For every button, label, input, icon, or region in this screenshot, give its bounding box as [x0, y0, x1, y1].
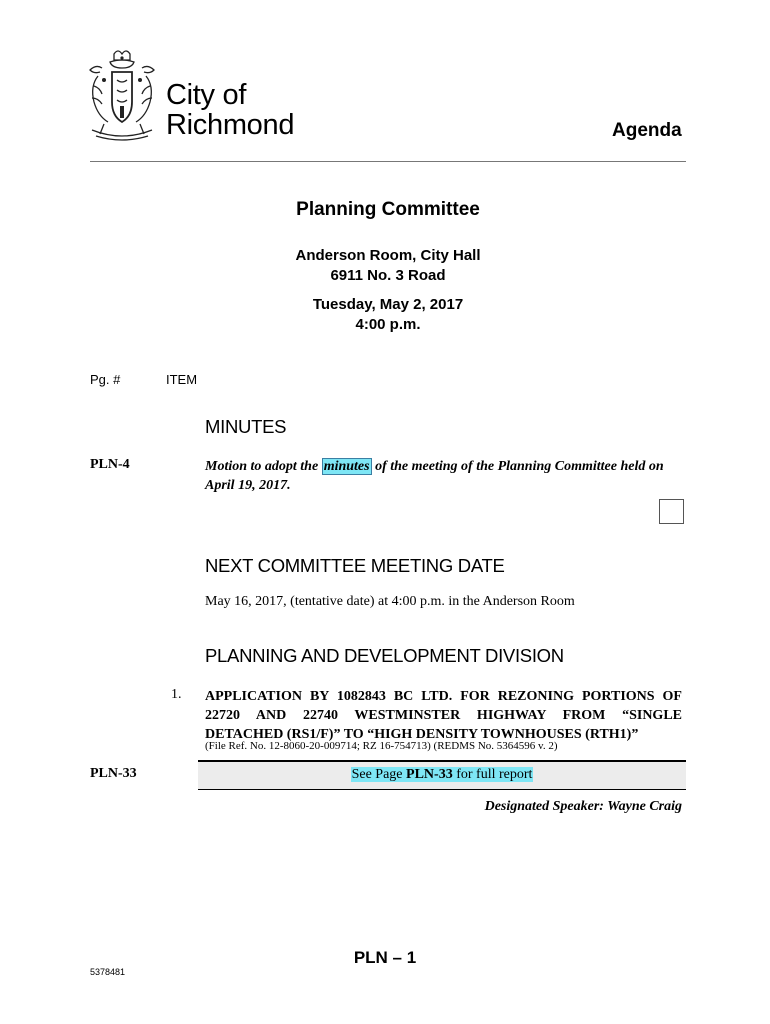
- header-divider: [90, 161, 686, 162]
- see-page-after: for full report: [452, 767, 533, 782]
- planning-division-heading: PLANNING AND DEVELOPMENT DIVISION: [205, 645, 564, 666]
- meeting-time: 4:00 p.m.: [355, 316, 421, 333]
- meeting-room: Anderson Room, City Hall: [295, 247, 481, 264]
- minutes-page-ref: PLN-4: [90, 457, 130, 472]
- next-meeting-text: May 16, 2017, (tentative date) at 4:00 p.m. in the Anderson Room: [205, 594, 575, 609]
- item-column-label: ITEM: [166, 372, 198, 387]
- minutes-motion: [205, 457, 690, 495]
- page-column-label: Pg. #: [90, 372, 121, 387]
- document-id: 5378481: [90, 967, 126, 977]
- committee-title: Planning Committee: [296, 199, 480, 220]
- designated-speaker: Designated Speaker: Wayne Craig: [484, 799, 682, 814]
- document-type-title: Agenda: [612, 120, 682, 141]
- see-page-before: See Page: [351, 767, 407, 782]
- see-page-number: PLN-33: [406, 767, 453, 782]
- meeting-date: Tuesday, May 2, 2017: [312, 296, 464, 313]
- agenda-item-title: APPLICATION BY 1082843 BC LTD. FOR REZONING PORTIONS OF 22720 AND 22740 WESTMINSTER HIGHWAY FROM “SINGLE DETACHED (RS1/F)” TO “HIGH DENSITY TOWNHOUSES (RTH1)”: [205, 689, 682, 742]
- page-number: PLN – 1: [353, 948, 417, 967]
- next-meeting-heading: NEXT COMMITTEE MEETING DATE: [205, 555, 505, 576]
- minutes-link[interactable]: minutes: [323, 459, 370, 474]
- organization-name-line1: City of: [166, 79, 247, 111]
- agenda-item-file-ref: (File Ref. No. 12-8060-20-009714; RZ 16-754713) (REDMS No. 5364596 v. 2): [205, 740, 558, 752]
- motion-text-after: of the meeting of the Planning Committee held on April 19, 2017.: [205, 459, 664, 493]
- city-coat-of-arms-logo: [84, 46, 160, 150]
- motion-checkbox[interactable]: [659, 499, 684, 524]
- see-page-link[interactable]: [351, 767, 534, 782]
- agenda-item-number: 1.: [171, 687, 182, 702]
- organization-name-line2: Richmond: [166, 109, 295, 141]
- motion-text-before: Motion to adopt the: [205, 459, 322, 474]
- minutes-heading: MINUTES: [205, 416, 287, 437]
- meeting-address: 6911 No. 3 Road: [330, 267, 446, 284]
- organization-name: [166, 80, 294, 140]
- agenda-item-page-ref: PLN-33: [90, 766, 137, 781]
- see-page-text: [198, 767, 686, 783]
